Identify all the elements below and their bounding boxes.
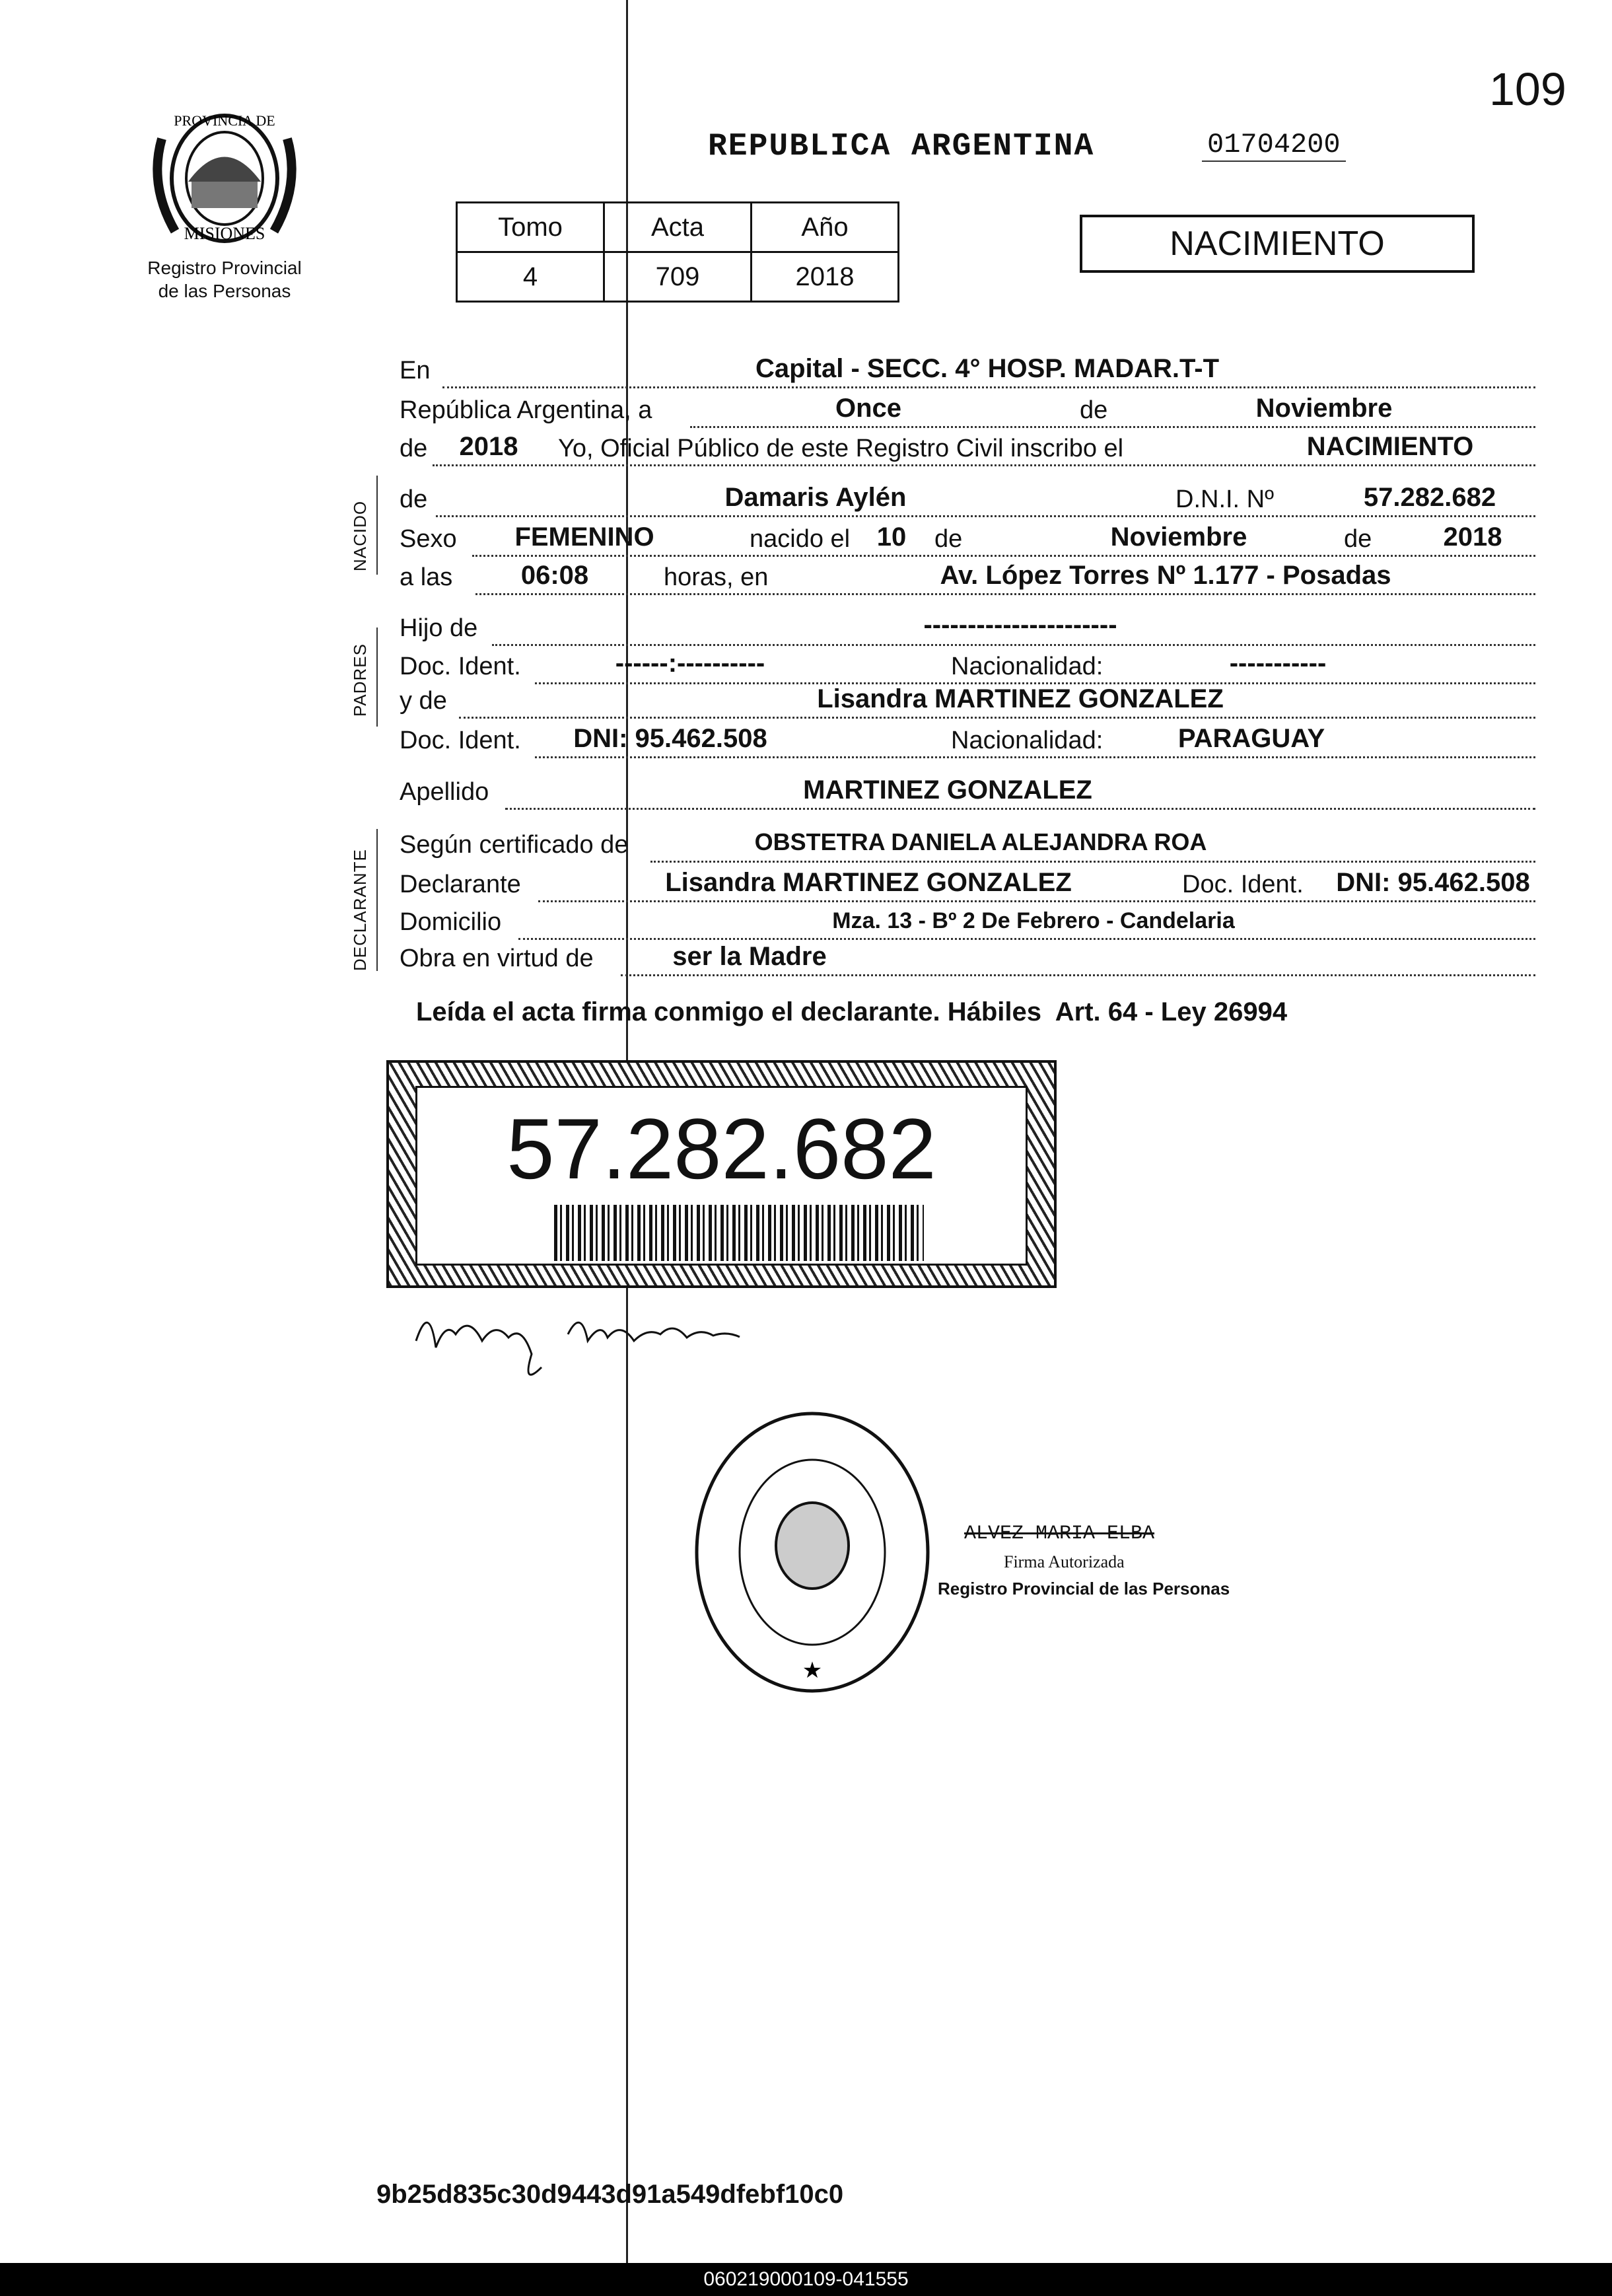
page-number: 109: [1489, 63, 1566, 115]
label-nacido-el: nacido el: [750, 525, 851, 553]
value-madre-nacionalidad: PARAGUAY: [1177, 724, 1325, 753]
value-dni: 57.282.682: [1363, 483, 1496, 512]
stamp-official-name: ALVEZ MARIA ELBA: [964, 1523, 1155, 1545]
row-yo: [400, 432, 1535, 474]
value-lugar: Av. López Torres Nº 1.177 - Posadas: [940, 561, 1391, 590]
value-apellido: MARTINEZ GONZALEZ: [803, 775, 1092, 805]
label-segun: Según certificado de: [400, 831, 629, 859]
row-madre: [400, 684, 1535, 727]
header-anio: Año: [752, 203, 899, 252]
row-obra: [400, 942, 1535, 984]
footer-code: 060219000109-041555: [0, 2263, 1612, 2296]
label-de-nombre: de: [400, 485, 428, 513]
value-inscribe: NACIMIENTO: [1306, 432, 1474, 461]
value-hora: 06:08: [520, 561, 589, 590]
label-dni: D.N.I. Nº: [1175, 485, 1274, 513]
value-anio: 2018: [459, 432, 518, 461]
label-a-las: a las: [400, 563, 453, 591]
label-nac-de2: de: [1344, 525, 1372, 553]
header-tomo: Tomo: [457, 203, 604, 252]
value-madre: Lisandra MARTINEZ GONZALEZ: [817, 684, 1224, 713]
stamp-official-org: Registro Provincial de las Personas: [938, 1579, 1230, 1598]
label-de-mes: de: [1080, 396, 1108, 424]
row-domicilio: [400, 908, 1535, 948]
label-padre-nacionalidad: Nacionalidad:: [951, 653, 1104, 680]
doc-type-box: NACIMIENTO: [1080, 215, 1475, 273]
value-obra: ser la Madre: [672, 942, 827, 971]
value-nac-mes: Noviembre: [1110, 522, 1247, 552]
label-apellido: Apellido: [400, 778, 489, 806]
row-sexo: [400, 522, 1535, 565]
value-nombre: Damaris Aylén: [724, 483, 907, 512]
value-decl-doc: DNI: 95.462.508: [1336, 868, 1530, 897]
value-madre-doc: DNI: 95.462.508: [573, 724, 767, 753]
value-dia: Once: [835, 394, 902, 423]
dni-barcode: [554, 1205, 924, 1261]
row-certificado: [400, 828, 1535, 871]
row-declarante: [400, 868, 1535, 910]
label-horas-en: horas, en: [664, 563, 769, 591]
value-segun: OBSTETRA DANIELA ALEJANDRA ROA: [754, 828, 1207, 855]
value-declarante: Lisandra MARTINEZ GONZALEZ: [665, 868, 1072, 897]
value-padre-nacionalidad: -----------: [1229, 649, 1327, 678]
svg-text:PROVINCIA DE: PROVINCIA DE: [174, 112, 275, 129]
value-anio: 2018: [752, 252, 899, 302]
official-stamp: [690, 1407, 934, 1698]
section-label-declarante: DECLARANTE: [350, 849, 370, 971]
label-madre-nacionalidad: Nacionalidad:: [951, 727, 1104, 754]
dni-box-number: 57.282.682: [507, 1100, 936, 1197]
label-sexo: Sexo: [400, 525, 457, 553]
value-en: Capital - SECC. 4° HOSP. MADAR.T-T: [755, 354, 1219, 383]
value-padre: ----------------------: [923, 610, 1117, 639]
signature: [409, 1295, 779, 1387]
label-republica: República Argentina, a: [400, 396, 652, 424]
row-republica: [400, 396, 1535, 436]
dni-security-box: [386, 1060, 1057, 1288]
row-hijo-de: [400, 610, 1535, 654]
value-acta: 709: [604, 252, 752, 302]
svg-text:MISIONES: MISIONES: [184, 224, 265, 243]
registry-name-line1: Registro Provincial: [147, 258, 302, 278]
label-decl-doc: Doc. Ident.: [1182, 871, 1304, 898]
header-acta: Acta: [604, 203, 752, 252]
serial-number: 01704200: [1202, 129, 1346, 162]
value-nac-dia: 10: [876, 522, 907, 552]
label-obra: Obra en virtud de: [400, 945, 594, 972]
row-en: [400, 354, 1535, 396]
row-nombre: [400, 485, 1535, 525]
label-madre-doc: Doc. Ident.: [400, 727, 521, 754]
value-mes: Noviembre: [1255, 394, 1393, 423]
label-en: En: [400, 357, 431, 384]
label-hijo-de: Hijo de: [400, 614, 478, 642]
province-logo: [149, 99, 300, 258]
label-padre-doc: Doc. Ident.: [400, 653, 521, 680]
value-tomo: 4: [457, 252, 604, 302]
closing-text: Leída el acta firma conmigo el declarante. Hábiles Art. 64 - Ley 26994: [416, 997, 1288, 1026]
value-nac-anio: 2018: [1443, 522, 1502, 552]
label-yo-oficial: Yo, Oficial Público de este Registro Civil inscribo el: [558, 435, 1124, 462]
stamp-official-role: Firma Autorizada: [1004, 1552, 1125, 1571]
label-nac-de: de: [934, 525, 963, 553]
label-declarante: Declarante: [400, 871, 521, 898]
country-title: REPUBLICA ARGENTINA: [708, 129, 1095, 164]
value-domicilio: Mza. 13 - Bº 2 De Febrero - Candelaria: [832, 908, 1235, 933]
document-hash: 9b25d835c30d9443d91a549dfebf10c0: [376, 2180, 844, 2209]
section-label-padres: PADRES: [350, 643, 370, 717]
row-hora: [400, 563, 1535, 603]
registry-name-line2: de las Personas: [158, 281, 291, 301]
svg-text:★: ★: [802, 1658, 823, 1683]
row-apellido: [400, 775, 1535, 818]
section-label-nacido: NACIDO: [350, 500, 370, 571]
label-y-de: y de: [400, 687, 447, 715]
tomo-acta-anio-table: [456, 201, 899, 303]
value-padre-doc: ------:----------: [615, 649, 765, 678]
value-sexo: FEMENINO: [514, 522, 654, 552]
label-domicilio: Domicilio: [400, 908, 502, 936]
row-madre-doc: [400, 724, 1535, 766]
label-de-anio: de: [400, 435, 428, 462]
